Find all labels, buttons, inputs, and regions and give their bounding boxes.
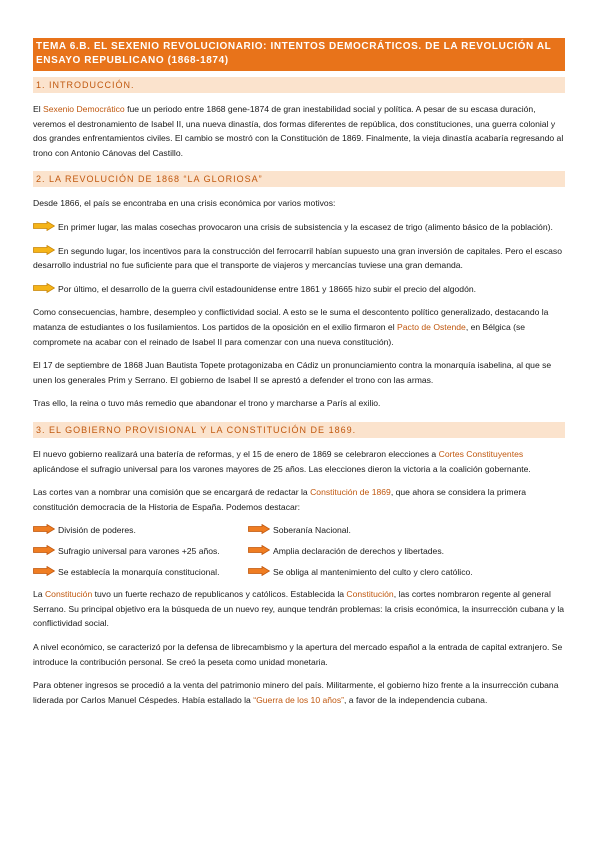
arrow-right-icon [33,524,55,534]
paragraph: Para obtener ingresos se procedió a la venta del patrimonio minero del país. Militarmente, el gobierno hizo frente a la insurrección cubana liderada por Carlos Manuel Céspedes. Había estallado la “Guerra de los 10 años”, a favor de la independencia cubana. [33,680,559,705]
feature-item: Se obliga al mantenimiento del culto y clero católico. [248,566,548,578]
highlight-term: Pacto de Ostende [397,321,466,332]
feature-item: Amplia declaración de derechos y libertades. [248,545,548,557]
highlight-term: Sexenio Democrático [43,104,125,114]
highlight-term: Cortes Constituyentes [438,448,524,459]
paragraph: A nivel económico, se caracterizó por la defensa de librecambismo y la apertura del mercado español a la entrada de capital extranjero. Se introduce la contribución personal. Se creó la peseta como unidad monetaria. [33,642,563,667]
page-title: TEMA 6.B. EL SEXENIO REVOLUCIONARIO: INTENTOS DEMOCRÁTICOS. DE LA REVOLUCIÓN AL ENSAYO REPUBLICANO (1868-1874) [33,38,565,71]
section-heading-revolucion: 2. LA REVOLUCIÓN DE 1868 “LA GLORIOSA” [33,171,565,187]
paragraph: El Sexenio Democrático fue un periodo entre 1868 gene-1874 de gran inestabilidad social y política. A pesar de su escasa duración, veremos el destronamiento de Isabel II, una nueva dinastía, dos formas diferentes de república, dos constituciones, una guerra colonial y dos grandes enfrentamientos civiles. El cambio se mostró con la Constitución de 1869. Finalmente, la vieja dinastía acabaría regresando al trono con Antonio Cánovas del Castillo. [33,104,564,158]
feature-item: Se establecía la monarquía constitucional. [33,566,248,578]
constitution-features [33,524,565,578]
feature-item: Soberanía Nacional. [248,524,548,536]
paragraph: El 17 de septiembre de 1868 Juan Bautista Topete protagonizaba en Cádiz un pronunciamiento contra la monarquía isabelina, al que se unen los generales Prim y Serrano. El gobierno de Isabel II se aprestó a defender el trono con las armas. [33,360,552,385]
arrow-right-icon [33,545,55,555]
paragraph: Como consecuencias, hambre, desempleo y conflictividad social. A esto se le suma el descontento político generalizado, destacando la matanza de estudiantes o los fusilamientos. Los partidos de la oposición en el exilio firmaron el Pacto de Ostende, en Bélgica (se compromete na acabar con el reinado de Isabel II para comenzar con una nueva constitución). [33,307,549,347]
highlight-term: Constitución [346,589,394,600]
document-page [33,38,565,707]
bullet-item: En segundo lugar, los incentivos para la construcción del ferrocarril habían supuesto una gran inversión de capitales. Pero el escaso desarrollo industrial no fue suficiente para que el transporte de viajeros y mercancías tuviese una gran demanda. [33,245,562,271]
highlight-term: Constitución de 1869 [310,487,391,498]
section-heading-gobierno-provisional: 3. EL GOBIERNO PROVISIONAL Y LA CONSTITUCIÓN DE 1869. [33,422,565,438]
feature-item: División de poderes. [33,524,248,536]
section-heading-introduccion: 1. INTRODUCCIÓN. [33,77,565,93]
arrow-right-icon [248,545,270,555]
paragraph: Las cortes van a nombrar una comisión que se encargará de redactar la Constitución de 1869, que ahora se considera la primera constitución democracia de la Historia de España. Podemos destacar: [33,487,527,512]
arrow-right-icon [33,566,55,576]
paragraph: El nuevo gobierno realizará una batería de reformas, y el 15 de enero de 1869 se celebraron elecciones a Cortes Constituyentes aplicándose el sufragio universal para los varones mayores de 25 años. Las elecciones dieron la victoria a la coalición gobernante. [33,448,531,474]
paragraph: Desde 1866, el país se encontraba en una crisis económica por varios motivos: [33,198,336,209]
bullet-item: Por último, el desarrollo de la guerra civil estadounidense entre 1861 y 18665 hizo subir el precio del algodón. [33,282,565,297]
arrow-right-icon [248,524,270,534]
bullet-item: En primer lugar, las malas cosechas provocaron una crisis de subsistencia y la escasez de trigo (alimento básico de la población). [33,220,565,235]
highlight-term: “Guerra de los 10 años” [253,694,344,705]
paragraph: La Constitución tuvo un fuerte rechazo de republicanos y católicos. Establecida la Constitución, las cortes nombraron regente al general Serrano. Su principal objetivo era la búsqueda de un nuevo rey, aunque tendrán problemas: la crisis económica, la insurrección cubana y la conflictividad social. [33,589,565,629]
paragraph: Tras ello, la reina o tuvo más remedio que abandonar el trono y marcharse a París al exilio. [33,398,381,409]
arrow-right-icon [33,283,55,293]
arrow-right-icon [33,221,55,231]
arrow-right-icon [248,566,270,576]
arrow-right-icon [33,245,55,255]
feature-item: Sufragio universal para varones +25 años. [33,545,248,557]
highlight-term: Constitución [44,589,93,600]
